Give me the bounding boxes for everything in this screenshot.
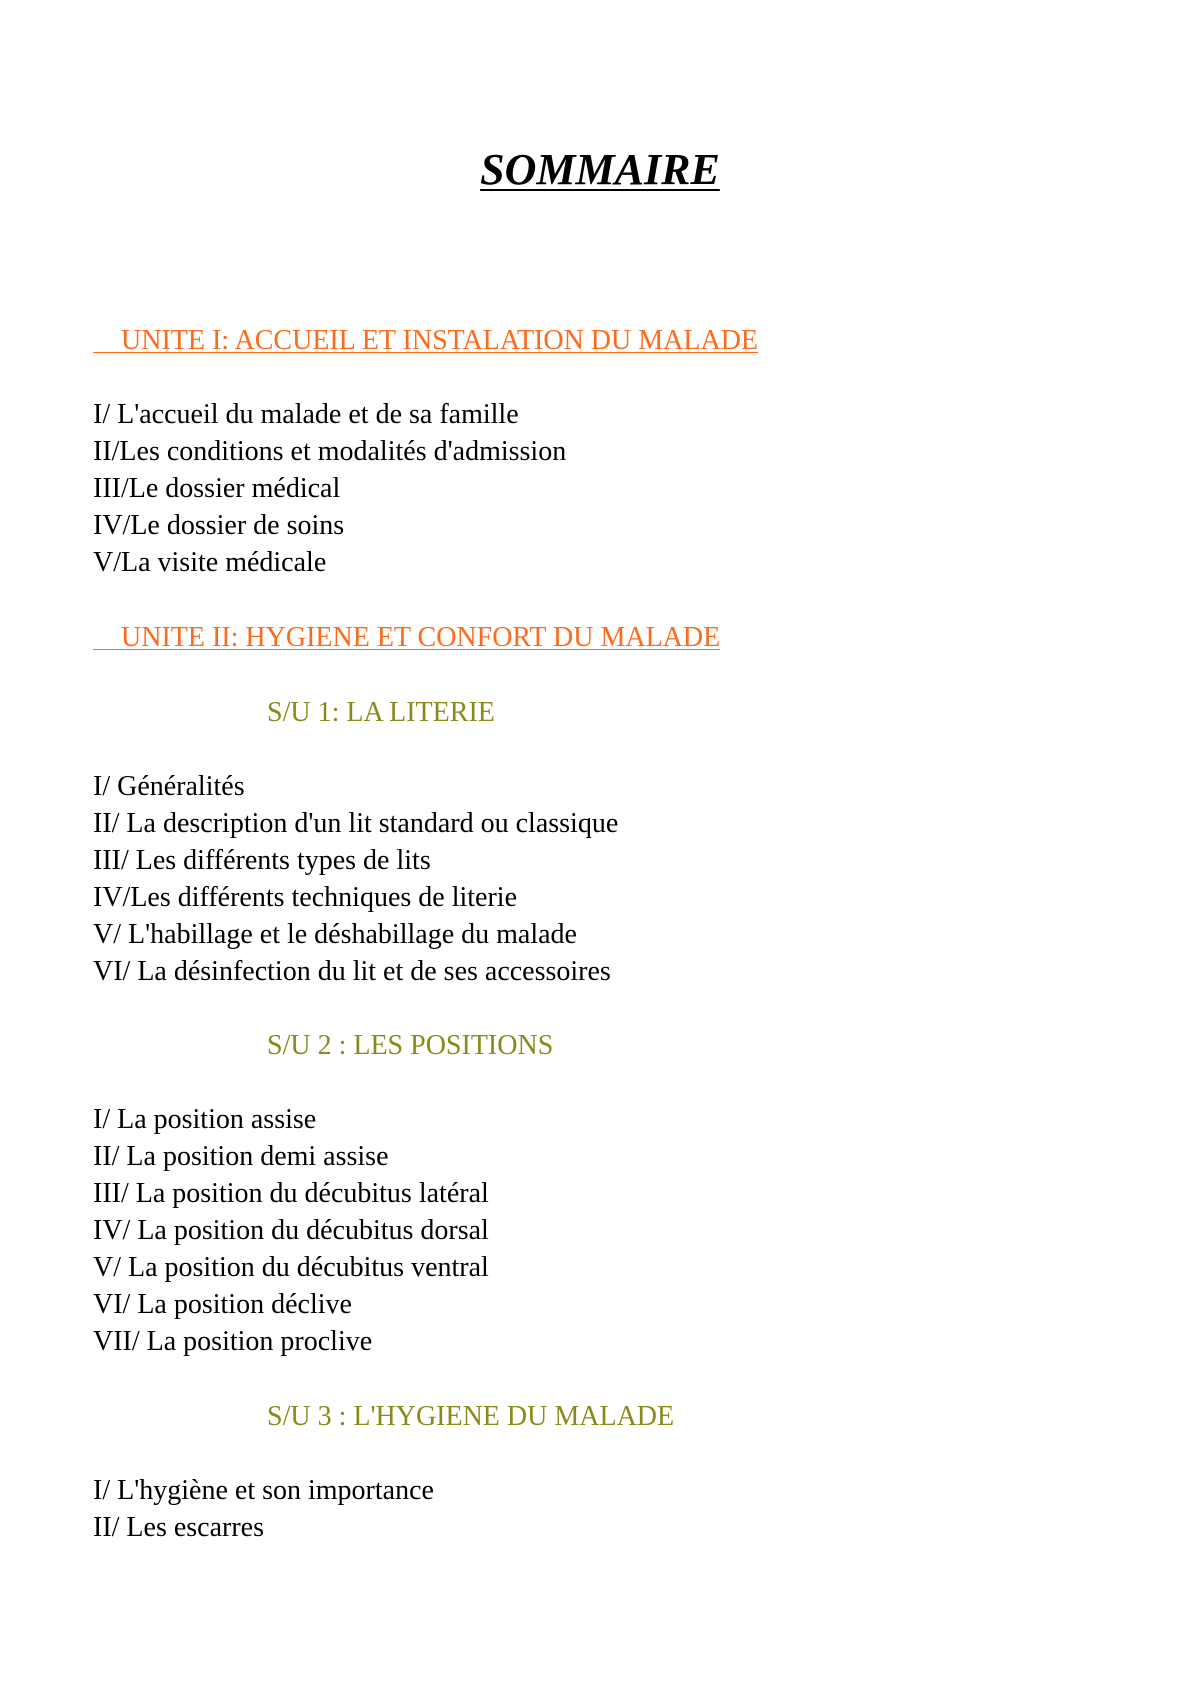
toc-item: VI/ La position déclive	[93, 1289, 352, 1320]
toc-item: I/ Généralités	[93, 771, 245, 802]
toc-item: I/ La position assise	[93, 1104, 317, 1135]
subunit-heading: S/U 1: LA LITERIE	[267, 697, 495, 728]
toc-item: V/ La position du décubitus ventral	[93, 1252, 489, 1283]
toc-item: IV/Les différents techniques de literie	[93, 882, 517, 913]
toc-item: II/Les conditions et modalités d'admission	[93, 436, 567, 467]
toc-item: II/ Les escarres	[93, 1512, 265, 1543]
subunit-heading: S/U 3 : L'HYGIENE DU MALADE	[267, 1401, 675, 1432]
toc-item: III/ La position du décubitus latéral	[93, 1178, 489, 1209]
toc-item: IV/ La position du décubitus dorsal	[93, 1215, 489, 1246]
unit-heading: UNITE II: HYGIENE ET CONFORT DU MALADE	[93, 622, 721, 653]
toc-item: V/ L'habillage et le déshabillage du malade	[93, 919, 577, 950]
toc-item: V/La visite médicale	[93, 547, 327, 578]
toc-item: III/ Les différents types de lits	[93, 845, 431, 876]
toc-item: IV/Le dossier de soins	[93, 510, 345, 541]
unit-heading: UNITE I: ACCUEIL ET INSTALATION DU MALADE	[93, 325, 759, 356]
toc-item: II/ La description d'un lit standard ou classique	[93, 808, 619, 839]
toc-item: II/ La position demi assise	[93, 1141, 389, 1172]
toc-item: VI/ La désinfection du lit et de ses accessoires	[93, 956, 611, 987]
toc-item: I/ L'accueil du malade et de sa famille	[93, 399, 519, 430]
toc-item: III/Le dossier médical	[93, 473, 341, 504]
subunit-heading: S/U 2 : LES POSITIONS	[267, 1030, 554, 1061]
page-title: SOMMAIRE	[480, 145, 720, 194]
toc-item: VII/ La position proclive	[93, 1326, 373, 1357]
toc-item: I/ L'hygiène et son importance	[93, 1475, 434, 1506]
